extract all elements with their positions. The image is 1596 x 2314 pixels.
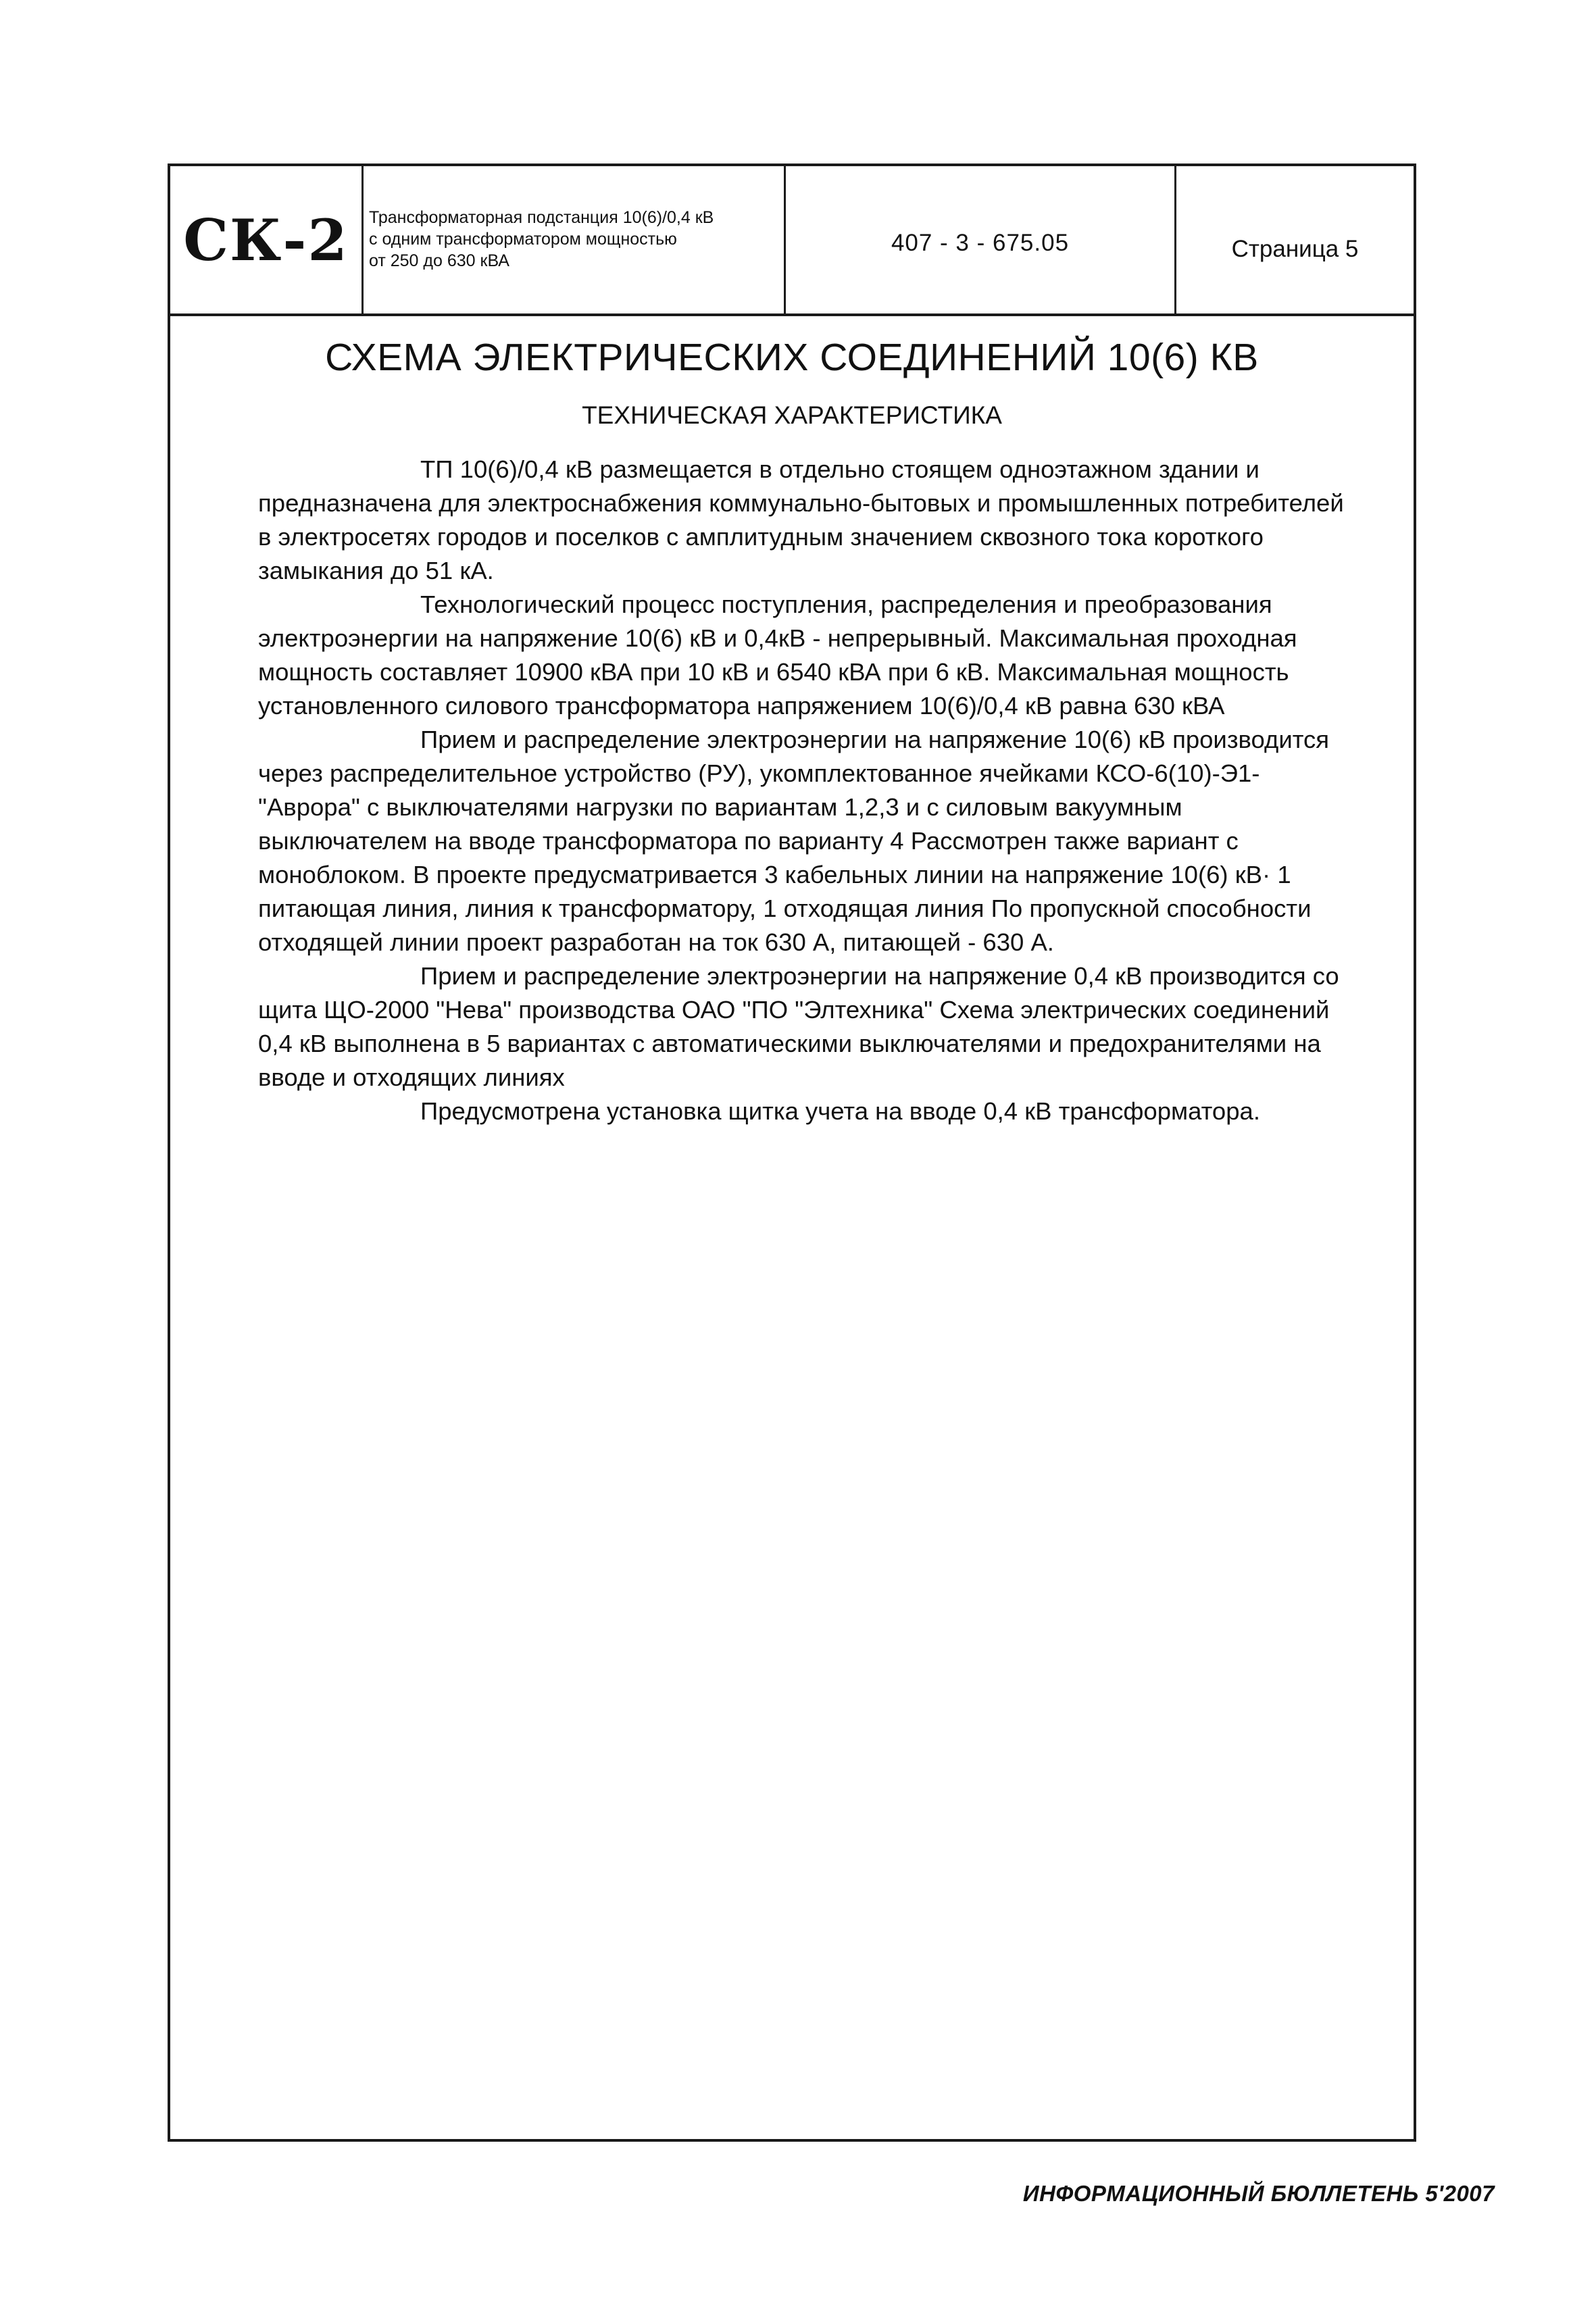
description-cell (364, 166, 786, 313)
section-title: СХЕМА ЭЛЕКТРИЧЕСКИХ СОЕДИНЕНИЙ 10(6) КВ (325, 336, 1259, 379)
paragraph-3: Прием и распределение электроэнергии на напряжение 10(6) кВ производится через распределительное устройство (РУ), укомплектованное ячейками КСО-6(10)-Э1-"Аврора" с выключателями нагрузки по вариантам 1,2,3 и с силовым вакуумным выключателем на вводе трансформатора по варианту 4 Рассмотрен также вариант с моноблоком. В проекте предусматривается 3 кабельных линии на напряжение 10(6) кВ· 1 питающая линия, линия к трансформатору, 1 отходящая линия По пропускной способности отходящей линии проект разработан на ток 630 А, питающей - 630 А. (258, 726, 1330, 956)
document-number-cell (786, 166, 1176, 313)
page-label: Страница 5 (1231, 236, 1359, 262)
page-number-cell (1176, 166, 1414, 313)
document-code: СК-2 (183, 206, 349, 274)
description-line-3: от 250 до 630 кВА (369, 251, 509, 270)
document-number: 407 - 3 - 675.05 (891, 230, 1070, 256)
title-block (170, 166, 1414, 316)
bulletin-footer: ИНФОРМАЦИОННЫЙ БЮЛЛЕТЕНЬ 5'2007 (1022, 2181, 1495, 2206)
body-text (258, 453, 1353, 1128)
section-subtitle: ТЕХНИЧЕСКАЯ ХАРАКТЕРИСТИКА (582, 401, 1002, 429)
paragraph-1: ТП 10(6)/0,4 кВ размещается в отдельно стоящем одноэтажном здании и предназначена для электроснабжения коммунально-бытовых и промышленных потребителей в электросетях городов и поселков с амплитудным значением сквозного тока короткого замыкания до 51 кА. (258, 455, 1344, 584)
description-line-2: с одним трансформатором мощностью (369, 230, 677, 249)
description-line-1: Трансформаторная подстанция 10(6)/0,4 кВ (369, 208, 714, 227)
paragraph-4: Прием и распределение электроэнергии на напряжение 0,4 кВ производится со щита ЩО-2000 "Нева" производства ОАО "ПО "Элтехника" Схема электрических соединений 0,4 кВ выполнена в 5 вариантах с автоматическими выключателями и предохранителями на вводе и отходящих линиях (258, 962, 1339, 1091)
page-frame (168, 164, 1416, 2142)
paragraph-2: Технологический процесс поступления, распределения и преобразования электроэнергии на напряжение 10(6) кВ и 0,4кВ - непрерывный. Максимальная проходная мощность составляет 10900 кВА при 10 кВ и 6540 кВА при 6 кВ. Максимальная мощность установленного силового трансформатора напряжением 10(6)/0,4 кВ равна 630 кВА (258, 590, 1297, 720)
code-cell (170, 166, 364, 313)
paragraph-5: Предусмотрена установка щитка учета на вводе 0,4 кВ трансформатора. (420, 1097, 1260, 1125)
